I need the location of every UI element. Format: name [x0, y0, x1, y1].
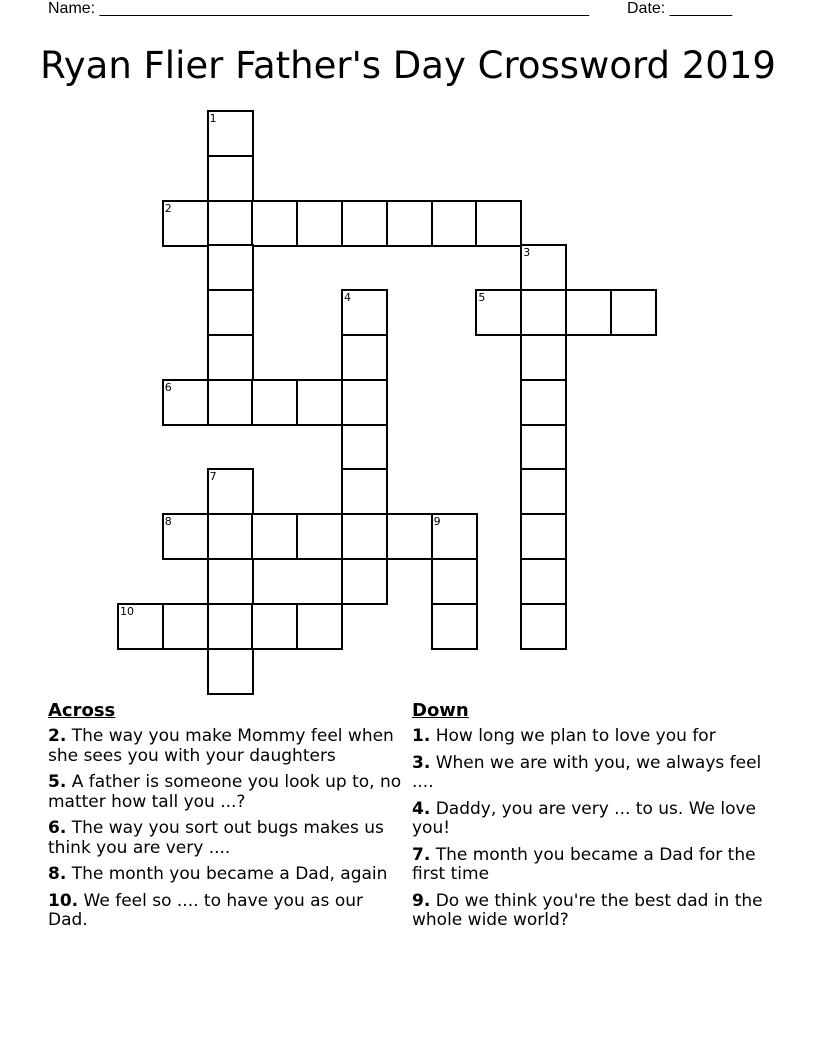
grid-cell[interactable]: [117, 603, 164, 650]
grid-cell[interactable]: [162, 200, 209, 247]
grid-cell[interactable]: [251, 603, 298, 650]
clue-item-number: 9.: [412, 890, 431, 911]
grid-cell[interactable]: [296, 200, 343, 247]
grid-cell[interactable]: [162, 513, 209, 560]
grid-cell[interactable]: [341, 468, 388, 515]
grid-cell[interactable]: [386, 513, 433, 560]
clue-number: 2: [164, 201, 172, 215]
clue-item-number: 8.: [48, 864, 67, 884]
clue-number: 1: [209, 112, 217, 125]
grid-cell[interactable]: [207, 513, 254, 560]
grid-cell[interactable]: [207, 155, 254, 202]
name-field-label: Name: _______________________________________________________: [48, 0, 589, 17]
clue-item: [48, 727, 408, 766]
clue-item-number: 7.: [412, 844, 431, 865]
clue-item-number: 10.: [48, 890, 79, 911]
clue-item: [412, 800, 764, 839]
grid-cell[interactable]: [520, 334, 567, 381]
grid-cell[interactable]: [520, 424, 567, 471]
grid-cell[interactable]: [296, 379, 343, 426]
grid-cell[interactable]: [475, 200, 522, 247]
grid-cell[interactable]: [565, 289, 612, 336]
clue-item-number: 4.: [412, 798, 431, 819]
across-clues: [48, 700, 408, 938]
page-title: Ryan Flier Father's Day Crossword 2019: [40, 44, 776, 87]
clue-item-text: The month you became a Dad, again: [66, 864, 388, 884]
grid-cell[interactable]: [520, 289, 567, 336]
grid-cell[interactable]: [341, 513, 388, 560]
clue-item: [48, 892, 408, 931]
clue-number: 7: [209, 470, 217, 484]
grid-cell[interactable]: [251, 379, 298, 426]
clue-item-text: We feel so .... to have you as our Dad.: [48, 890, 363, 930]
clue-item-text: When we are with you, we always feel ....: [412, 752, 762, 792]
grid-cell[interactable]: [207, 289, 254, 336]
clue-item-text: The way you sort out bugs makes us think you are very ....: [48, 818, 384, 858]
clue-item: [412, 846, 764, 885]
clue-item: [48, 819, 408, 858]
clue-item-number: 5.: [48, 772, 67, 792]
grid-cell[interactable]: [207, 558, 254, 605]
clue-item-text: The way you make Mommy feel when she sees you with your daughters: [48, 726, 394, 766]
grid-cell[interactable]: [431, 513, 478, 560]
grid-cell[interactable]: [162, 379, 209, 426]
grid-cell[interactable]: [475, 289, 522, 336]
grid-cell[interactable]: [251, 200, 298, 247]
grid-cell[interactable]: [520, 558, 567, 605]
clue-item-number: 3.: [412, 752, 431, 773]
grid-cell[interactable]: [431, 558, 478, 605]
grid-cell[interactable]: [296, 603, 343, 650]
clue-item-number: 6.: [48, 818, 67, 838]
grid-cell[interactable]: [341, 289, 388, 336]
clue-number: 10: [120, 604, 134, 618]
clue-item: [412, 892, 764, 931]
grid-cell[interactable]: [207, 200, 254, 247]
clue-number: 8: [164, 515, 172, 529]
grid-cell[interactable]: [341, 558, 388, 605]
grid-cell[interactable]: [207, 648, 254, 695]
clue-number: 9: [433, 515, 441, 529]
grid-cell[interactable]: [431, 603, 478, 650]
clue-number: 3: [523, 246, 531, 260]
clue-item-text: Do we think you're the best dad in the whole wide world?: [412, 890, 763, 930]
down-heading: Down: [412, 700, 469, 721]
clue-item: [412, 727, 764, 747]
clue-number: 4: [344, 291, 351, 305]
grid-cell[interactable]: [296, 513, 343, 560]
clue-number: 5: [478, 291, 486, 305]
grid-cell[interactable]: [341, 379, 388, 426]
grid-cell[interactable]: [431, 200, 478, 247]
across-heading: Across: [48, 700, 116, 721]
grid-cell[interactable]: [341, 334, 388, 381]
clue-item-number: 1.: [412, 726, 431, 746]
grid-cell[interactable]: [341, 200, 388, 247]
grid-cell[interactable]: [207, 603, 254, 650]
clue-item: [412, 754, 764, 793]
clue-item-text: Daddy, you are very ... to us. We love you!: [412, 798, 757, 838]
clue-item-text: How long we plan to love you for: [430, 726, 716, 746]
grid-cell[interactable]: [207, 110, 254, 157]
grid-cell[interactable]: [207, 244, 254, 291]
grid-cell[interactable]: [162, 603, 209, 650]
grid-cell[interactable]: [520, 379, 567, 426]
grid-cell[interactable]: [207, 334, 254, 381]
clue-item-number: 2.: [48, 726, 67, 746]
grid-cell[interactable]: [341, 424, 388, 471]
clue-item-text: The month you became a Dad for the first time: [412, 844, 756, 884]
grid-cell[interactable]: [520, 513, 567, 560]
clue-number: 6: [164, 380, 172, 394]
grid-cell[interactable]: [207, 379, 254, 426]
grid-cell[interactable]: [386, 200, 433, 247]
grid-cell[interactable]: [520, 468, 567, 515]
grid-cell[interactable]: [251, 513, 298, 560]
clue-item: [48, 865, 408, 885]
grid-cell[interactable]: [610, 289, 657, 336]
grid-cell[interactable]: [520, 244, 567, 291]
date-field-label: Date: _______: [627, 0, 732, 17]
grid-cell[interactable]: [207, 468, 254, 515]
clue-item: [48, 773, 408, 812]
clue-item-text: A father is someone you look up to, no matter how tall you ...?: [48, 772, 402, 812]
down-clues: [412, 700, 764, 938]
grid-cell[interactable]: [520, 603, 567, 650]
